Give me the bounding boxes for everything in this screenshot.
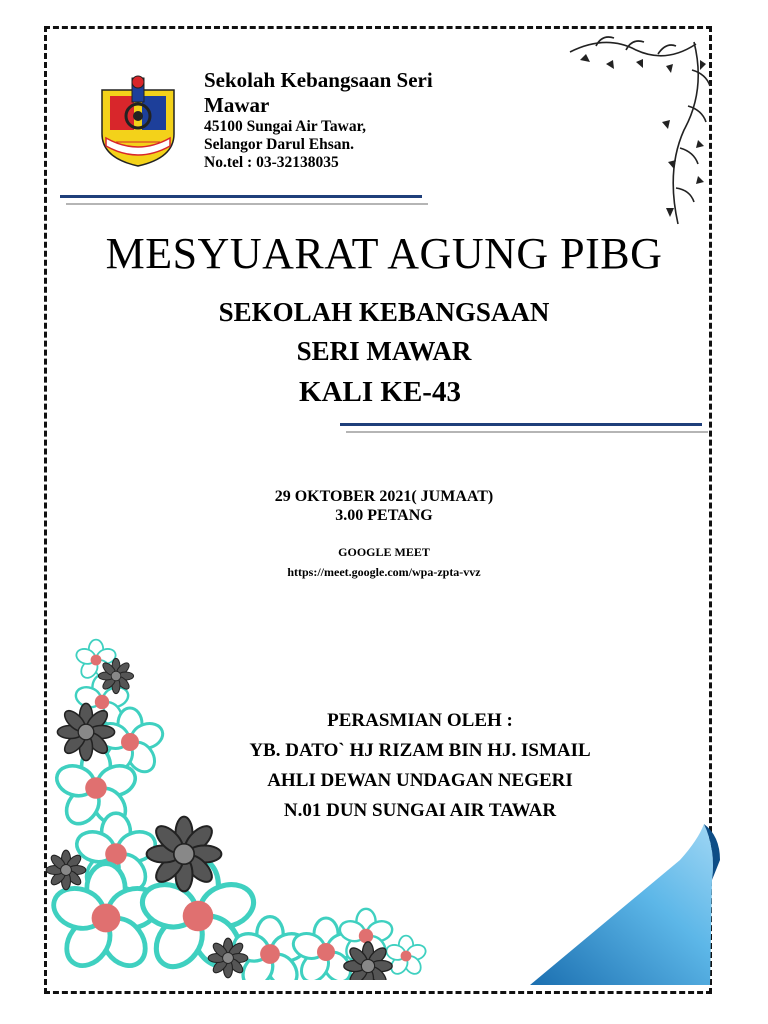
event-time: 3.00 PETANG [335, 507, 433, 524]
school-phone: No.tel : 03-32138035 [204, 154, 339, 171]
event-subtitle-line2: SERI MAWAR [296, 336, 472, 366]
meeting-platform: GOOGLE MEET [338, 545, 430, 559]
meeting-link[interactable]: https://meet.google.com/wpa-zpta-vvz [287, 565, 481, 579]
officiant-position: AHLI DEWAN UNDAGAN NEGERI [267, 770, 573, 791]
opening-label: PERASMIAN OLEH : [327, 710, 513, 731]
corner-floral-ornament [566, 30, 716, 230]
school-header [204, 68, 524, 172]
header-divider-blue [60, 195, 422, 198]
floral-decoration [44, 620, 444, 980]
school-address-line1: 45100 Sungai Air Tawar, [204, 118, 366, 135]
title-divider-grey [346, 431, 708, 433]
school-name-line1: Sekolah Kebangsaan Seri [204, 68, 433, 92]
header-divider-grey [66, 203, 428, 205]
meeting-info [0, 542, 768, 582]
school-name-line2: Mawar [204, 93, 270, 117]
event-subtitle-line3: KALI KE-43 [299, 376, 461, 408]
event-subtitle-line1: SEKOLAH KEBANGSAAN [218, 297, 550, 327]
event-title: MESYUARAT AGUNG PIBG [105, 229, 663, 278]
officiant-name: YB. DATO` HJ RIZAM BIN HJ. ISMAIL [249, 740, 591, 761]
school-crest-logo [96, 72, 180, 168]
title-divider-blue [340, 423, 702, 426]
officiant-constituency: N.01 DUN SUNGAI AIR TAWAR [283, 800, 557, 821]
event-date: 29 OKTOBER 2021( JUMAAT) [274, 488, 494, 505]
event-datetime [0, 487, 768, 525]
blue-ribbon-corner [530, 820, 720, 995]
school-address-line2: Selangor Darul Ehsan. [204, 136, 355, 153]
